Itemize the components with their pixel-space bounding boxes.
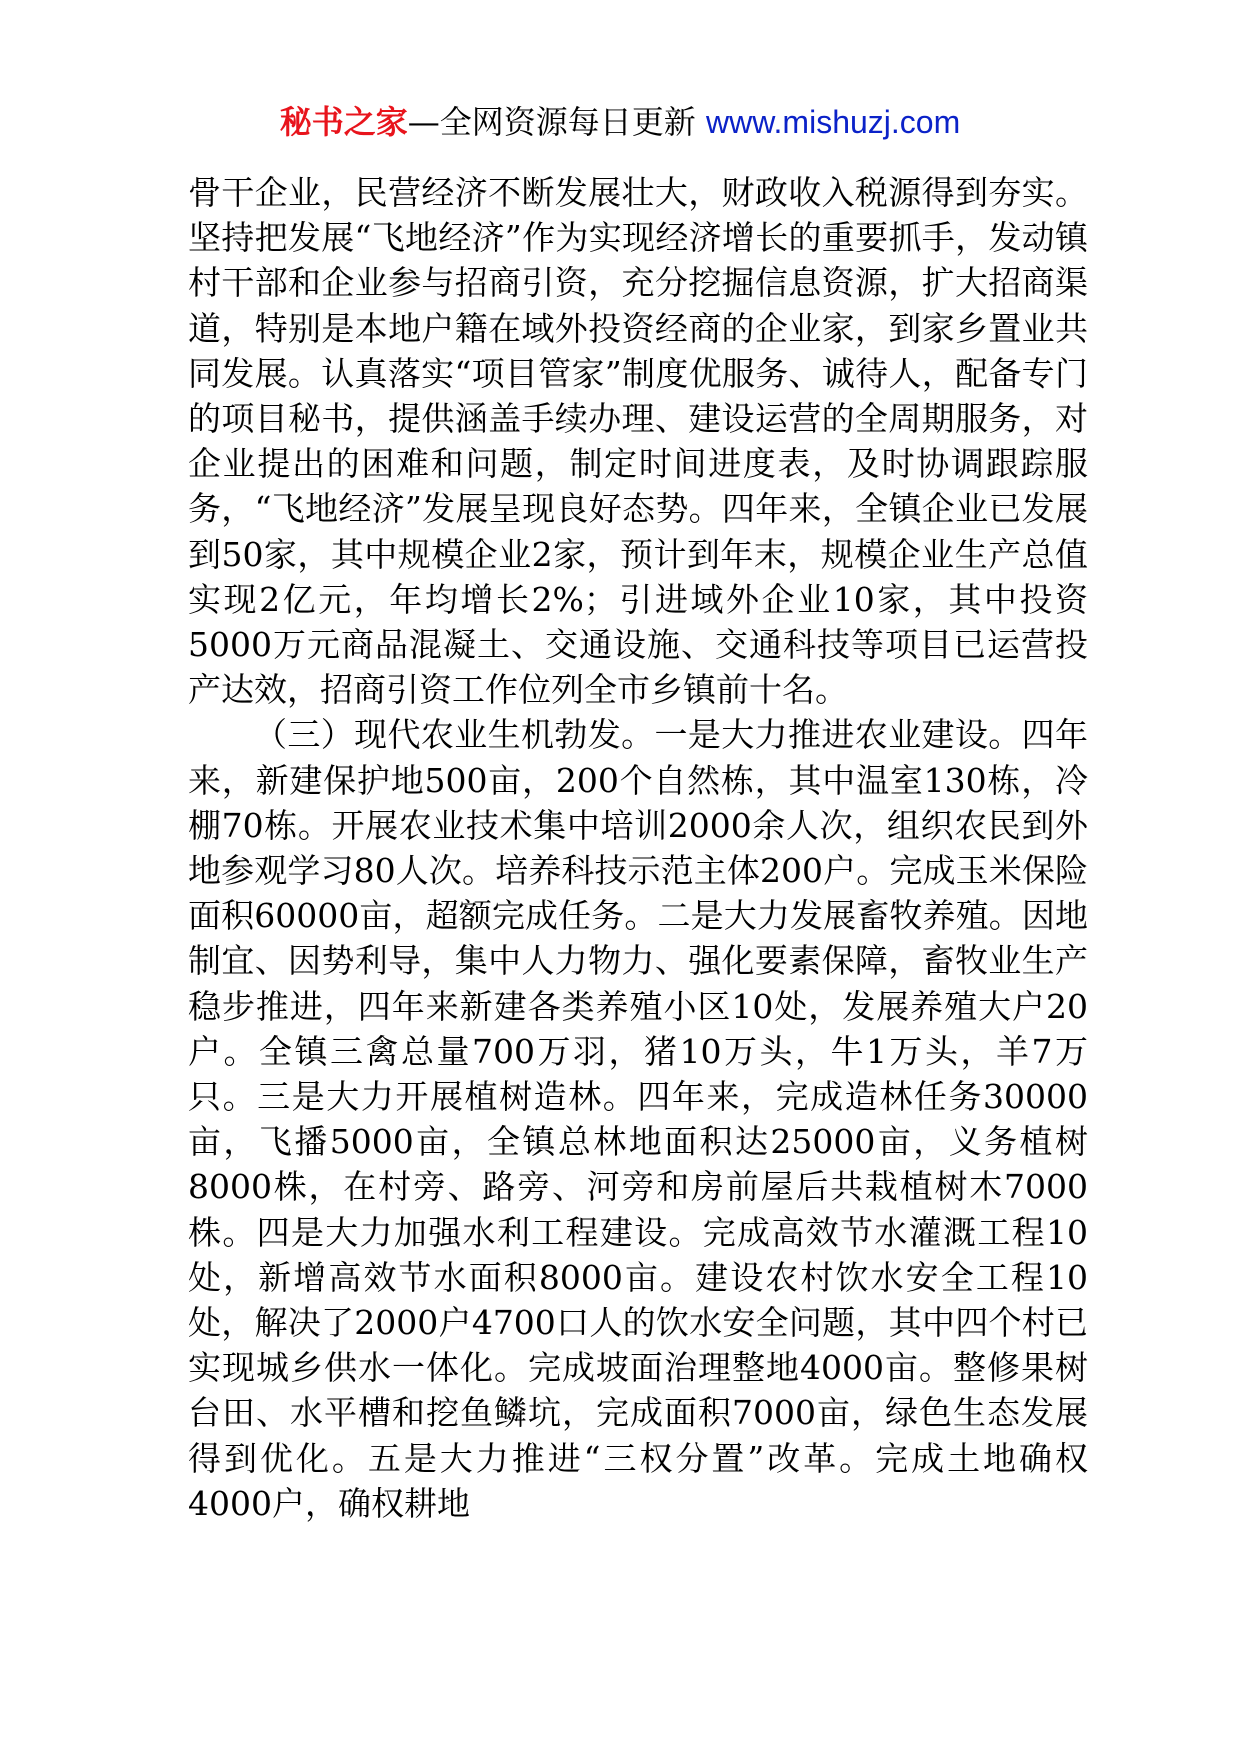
page-header — [0, 100, 1240, 144]
paragraph-modern-agriculture: （三）现代农业生机勃发。一是大力推进农业建设。四年来，新建保护地500亩，200个自然栋，其中温室130栋，冷棚70栋。开展农业技术集中培训2000余人次，组织农民到外地参观学习80人次。培养科技示范主体200户。完成玉米保险面积60000亩，超额完成任务。二是大力发展畜牧养殖。因地制宜、因势利导，集中人力物力、强化要素保障，畜牧业生产稳步推进，四年来新建各类养殖小区10处，发展养殖大户20户。全镇三禽总量700万羽，猪10万头，牛1万头，羊7万只。三是大力开展植树造林。四年来，完成造林任务30000亩，飞播5000亩，全镇总林地面积达25000亩，义务植树8000株，在村旁、路旁、河旁和房前屋后共栽植树木7000株。四是大力加强水利工程建设。完成高效节水灌溉工程10处，新增高效节水面积8000亩。建设农村饮水安全工程10处，解决了2000户4700口人的饮水安全问题，其中四个村已实现城乡供水一体化。完成坡面治理整地4000亩。整修果树台田、水平槽和挖鱼鳞坑，完成面积7000亩，绿色生态发展得到优化。五是大力推进“三权分置”改革。完成土地确权4000户，确权耕地 — [188, 715, 1088, 1523]
site-url-link[interactable]: www.mishuzj.com — [705, 104, 961, 140]
paragraph-continuation: 骨干企业，民营经济不断发展壮大，财政收入税源得到夯实。坚持把发展“飞地经济”作为实现经济增长的重要抓手，发动镇村干部和企业参与招商引资，充分挖掘信息资源，扩大招商渠道，特别是本地户籍在域外投资经商的企业家，到家乡置业共同发展。认真落实“项目管家”制度优服务、诚待人，配备专门的项目秘书，提供涵盖手续办理、建设运营的全周期服务，对企业提出的困难和问题，制定时间进度表，及时协调跟踪服务，“飞地经济”发展呈现良好态势。四年来，全镇企业已发展到50家，其中规模企业2家，预计到年末，规模企业生产总值实现2亿元，年均增长2%；引进域外企业10家，其中投资5000万元商品混凝土、交通设施、交通科技等项目已运营投产达效，招商引资工作位列全市乡镇前十名。 — [188, 173, 1088, 710]
document-body — [188, 170, 1088, 1526]
header-slogan: —全网资源每日更新 — [407, 103, 706, 141]
brand-name: 秘书之家 — [279, 103, 408, 141]
